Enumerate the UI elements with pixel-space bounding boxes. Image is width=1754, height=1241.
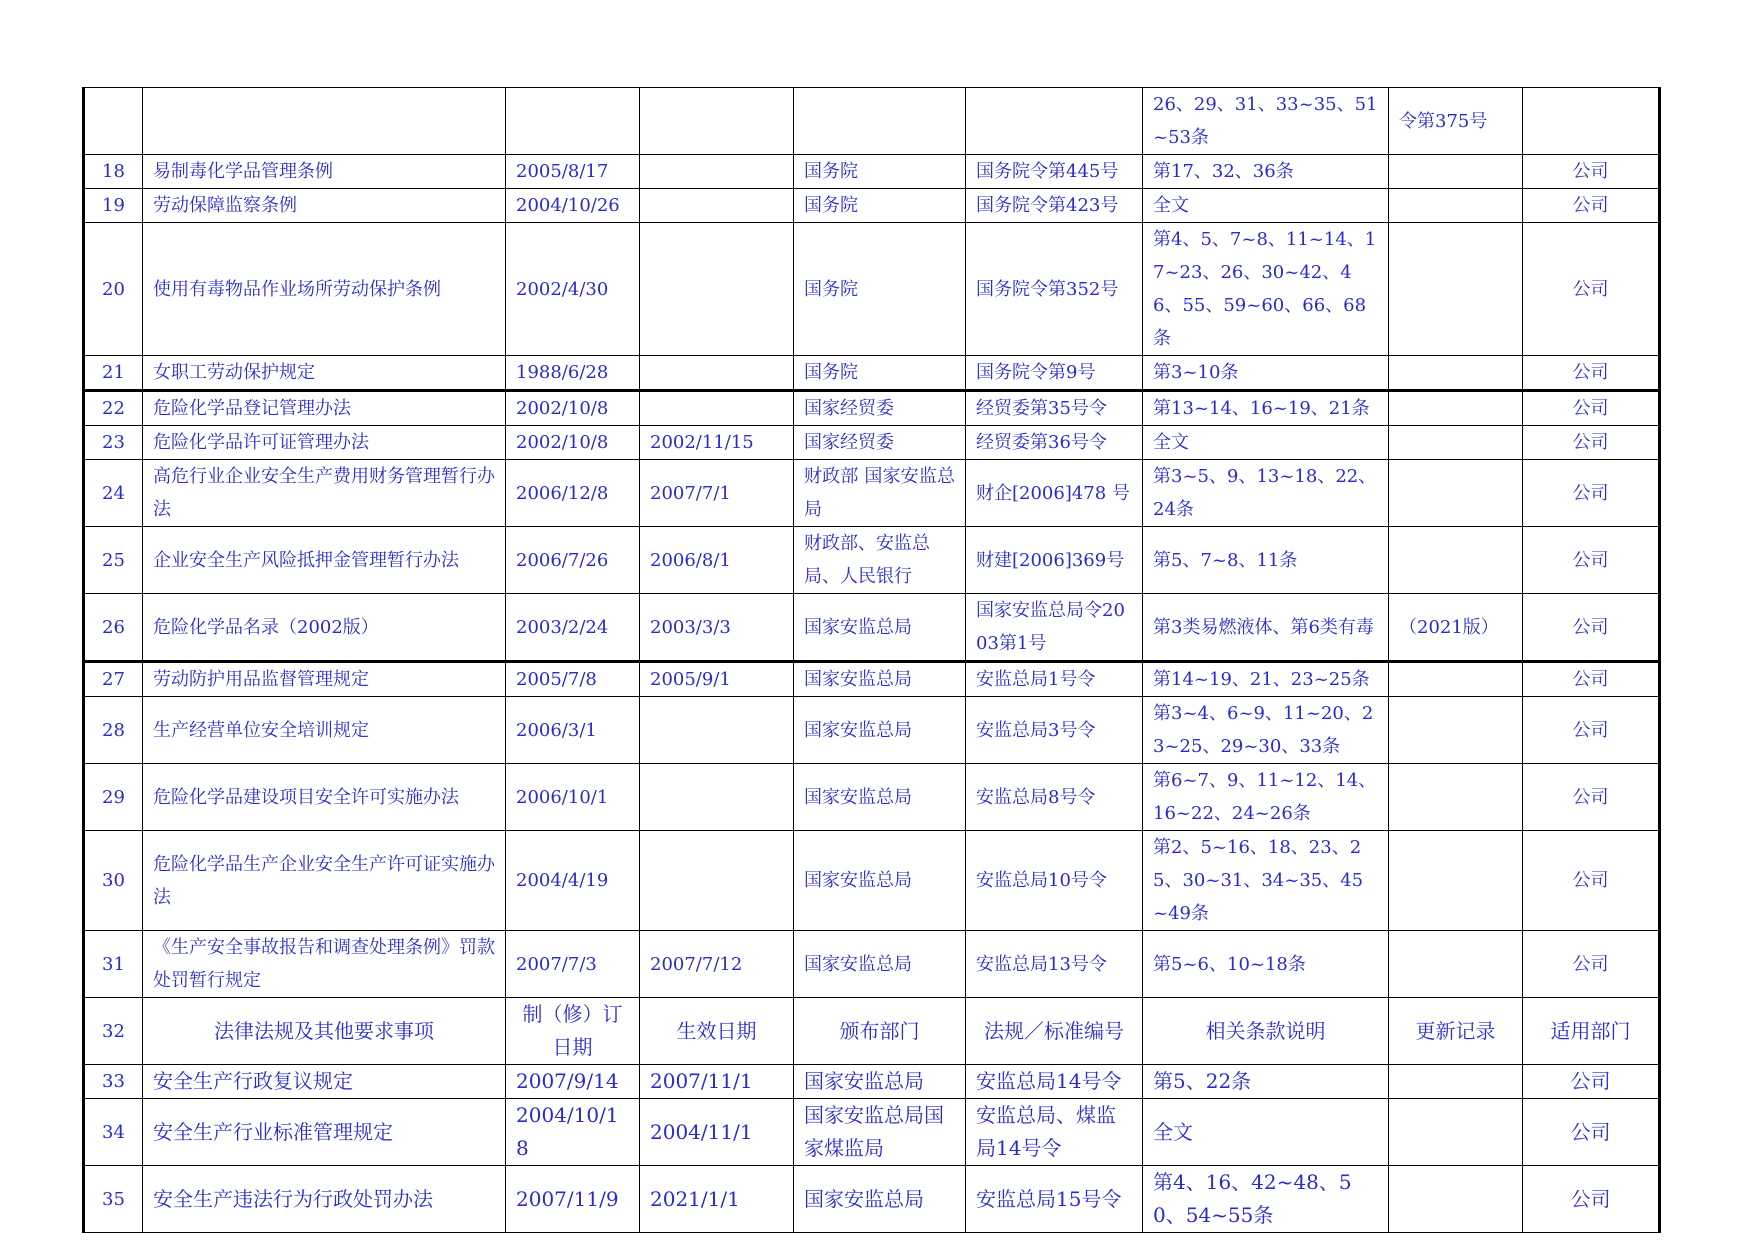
effective-date bbox=[640, 831, 794, 931]
applicable-department: 公司 bbox=[1523, 931, 1660, 998]
relevant-clauses: 第5、22条 bbox=[1143, 1065, 1389, 1099]
table-row bbox=[84, 662, 1660, 697]
update-record bbox=[1389, 223, 1523, 356]
regulation-name: 安全生产违法行为行政处罚办法 bbox=[143, 1166, 506, 1233]
table-row bbox=[84, 831, 1660, 931]
regulation-name: 危险化学品名录（2002版） bbox=[143, 594, 506, 662]
update-record bbox=[1389, 697, 1523, 764]
regulation-code: 安监总局14号令 bbox=[966, 1065, 1143, 1099]
effective-date bbox=[640, 697, 794, 764]
applicable-department: 公司 bbox=[1523, 831, 1660, 931]
revision-date: 2006/3/1 bbox=[506, 697, 640, 764]
update-record bbox=[1389, 460, 1523, 527]
revision-date: 2006/7/26 bbox=[506, 527, 640, 594]
regulation-code: 安监总局13号令 bbox=[966, 931, 1143, 998]
effective-date: 2021/1/1 bbox=[640, 1166, 794, 1233]
table-row bbox=[84, 527, 1660, 594]
relevant-clauses: 第6~7、9、11~12、14、16~22、24~26条 bbox=[1143, 764, 1389, 831]
regulation-code: 经贸委第36号令 bbox=[966, 426, 1143, 460]
effective-date bbox=[640, 189, 794, 223]
effective-date: 2004/11/1 bbox=[640, 1099, 794, 1166]
relevant-clauses: 第5~6、10~18条 bbox=[1143, 931, 1389, 998]
row-number: 32 bbox=[84, 998, 143, 1065]
revision-date: 2002/10/8 bbox=[506, 391, 640, 426]
applicable-department: 公司 bbox=[1523, 155, 1660, 189]
relevant-clauses: 第3~5、9、13~18、22、24条 bbox=[1143, 460, 1389, 527]
regulation-code: 国务院令第9号 bbox=[966, 356, 1143, 391]
relevant-clauses: 全文 bbox=[1143, 189, 1389, 223]
update-record: 令第375号 bbox=[1389, 88, 1523, 155]
issuing-department: 财政部 国家安监总局 bbox=[794, 460, 966, 527]
applicable-department: 公司 bbox=[1523, 764, 1660, 831]
effective-date bbox=[640, 764, 794, 831]
effective-date bbox=[640, 356, 794, 391]
applicable-department: 公司 bbox=[1523, 662, 1660, 697]
column-header: 法律法规及其他要求事项 bbox=[143, 998, 506, 1065]
row-number: 31 bbox=[84, 931, 143, 998]
row-number: 21 bbox=[84, 356, 143, 391]
issuing-department: 国家安监总局 bbox=[794, 1065, 966, 1099]
update-record bbox=[1389, 391, 1523, 426]
regulations-table-sheet bbox=[82, 87, 1658, 1233]
regulation-name: 使用有毒物品作业场所劳动保护条例 bbox=[143, 223, 506, 356]
table-row bbox=[84, 155, 1660, 189]
applicable-department: 公司 bbox=[1523, 697, 1660, 764]
applicable-department: 公司 bbox=[1523, 460, 1660, 527]
applicable-department: 公司 bbox=[1523, 1166, 1660, 1233]
regulation-code: 国家安监总局令2003第1号 bbox=[966, 594, 1143, 662]
regulation-code: 安监总局3号令 bbox=[966, 697, 1143, 764]
effective-date: 2005/9/1 bbox=[640, 662, 794, 697]
row-number: 26 bbox=[84, 594, 143, 662]
row-number bbox=[84, 88, 143, 155]
column-header: 相关条款说明 bbox=[1143, 998, 1389, 1065]
regulation-code: 国务院令第352号 bbox=[966, 223, 1143, 356]
applicable-department: 公司 bbox=[1523, 1065, 1660, 1099]
column-header: 法规／标准编号 bbox=[966, 998, 1143, 1065]
row-number: 28 bbox=[84, 697, 143, 764]
regulation-name: 劳动防护用品监督管理规定 bbox=[143, 662, 506, 697]
update-record bbox=[1389, 1099, 1523, 1166]
regulation-name: 安全生产行业标准管理规定 bbox=[143, 1099, 506, 1166]
update-record bbox=[1389, 831, 1523, 931]
update-record bbox=[1389, 189, 1523, 223]
issuing-department: 国务院 bbox=[794, 189, 966, 223]
relevant-clauses: 第17、32、36条 bbox=[1143, 155, 1389, 189]
applicable-department: 公司 bbox=[1523, 223, 1660, 356]
row-number: 34 bbox=[84, 1099, 143, 1166]
row-number: 24 bbox=[84, 460, 143, 527]
applicable-department: 公司 bbox=[1523, 426, 1660, 460]
revision-date: 1988/6/28 bbox=[506, 356, 640, 391]
regulation-name: 企业安全生产风险抵押金管理暂行办法 bbox=[143, 527, 506, 594]
regulation-name: 危险化学品登记管理办法 bbox=[143, 391, 506, 426]
applicable-department: 公司 bbox=[1523, 189, 1660, 223]
relevant-clauses: 全文 bbox=[1143, 426, 1389, 460]
update-record bbox=[1389, 356, 1523, 391]
applicable-department: 公司 bbox=[1523, 1099, 1660, 1166]
table-row bbox=[84, 223, 1660, 356]
update-record bbox=[1389, 931, 1523, 998]
regulation-code: 财建[2006]369号 bbox=[966, 527, 1143, 594]
row-number: 19 bbox=[84, 189, 143, 223]
regulation-code: 安监总局15号令 bbox=[966, 1166, 1143, 1233]
table-row bbox=[84, 460, 1660, 527]
revision-date: 2006/12/8 bbox=[506, 460, 640, 527]
regulation-name: 危险化学品生产企业安全生产许可证实施办法 bbox=[143, 831, 506, 931]
regulation-code: 财企[2006]478 号 bbox=[966, 460, 1143, 527]
relevant-clauses: 第14~19、21、23~25条 bbox=[1143, 662, 1389, 697]
row-number: 25 bbox=[84, 527, 143, 594]
relevant-clauses: 第5、7~8、11条 bbox=[1143, 527, 1389, 594]
revision-date: 2006/10/1 bbox=[506, 764, 640, 831]
revision-date: 2003/2/24 bbox=[506, 594, 640, 662]
regulation-name: 高危行业企业安全生产费用财务管理暂行办法 bbox=[143, 460, 506, 527]
issuing-department: 国家经贸委 bbox=[794, 426, 966, 460]
issuing-department: 国务院 bbox=[794, 223, 966, 356]
effective-date: 2002/11/15 bbox=[640, 426, 794, 460]
row-number: 18 bbox=[84, 155, 143, 189]
issuing-department: 国家安监总局 bbox=[794, 594, 966, 662]
regulation-name: 危险化学品许可证管理办法 bbox=[143, 426, 506, 460]
issuing-department: 国务院 bbox=[794, 356, 966, 391]
revision-date: 2004/4/19 bbox=[506, 831, 640, 931]
issuing-department: 国家安监总局 bbox=[794, 931, 966, 998]
column-header: 适用部门 bbox=[1523, 998, 1660, 1065]
row-number: 35 bbox=[84, 1166, 143, 1233]
revision-date: 2002/4/30 bbox=[506, 223, 640, 356]
update-record bbox=[1389, 527, 1523, 594]
regulation-code: 安监总局10号令 bbox=[966, 831, 1143, 931]
regulation-name: 易制毒化学品管理条例 bbox=[143, 155, 506, 189]
row-number: 29 bbox=[84, 764, 143, 831]
column-header: 制（修）订日期 bbox=[506, 998, 640, 1065]
column-header: 颁布部门 bbox=[794, 998, 966, 1065]
issuing-department: 国家安监总局国家煤监局 bbox=[794, 1099, 966, 1166]
effective-date: 2007/11/1 bbox=[640, 1065, 794, 1099]
regulation-code: 国务院令第445号 bbox=[966, 155, 1143, 189]
table-row bbox=[84, 189, 1660, 223]
row-number: 27 bbox=[84, 662, 143, 697]
regulation-name: 《生产安全事故报告和调查处理条例》罚款处罚暂行规定 bbox=[143, 931, 506, 998]
table-row bbox=[84, 1099, 1660, 1166]
relevant-clauses: 第3~4、6~9、11~20、23~25、29~30、33条 bbox=[1143, 697, 1389, 764]
revision-date: 2002/10/8 bbox=[506, 426, 640, 460]
regulation-name: 女职工劳动保护规定 bbox=[143, 356, 506, 391]
effective-date bbox=[640, 88, 794, 155]
relevant-clauses: 全文 bbox=[1143, 1099, 1389, 1166]
column-header: 更新记录 bbox=[1389, 998, 1523, 1065]
update-record bbox=[1389, 662, 1523, 697]
issuing-department bbox=[794, 88, 966, 155]
applicable-department bbox=[1523, 88, 1660, 155]
relevant-clauses: 第3类易燃液体、第6类有毒 bbox=[1143, 594, 1389, 662]
relevant-clauses: 第3~10条 bbox=[1143, 356, 1389, 391]
table-row bbox=[84, 1166, 1660, 1233]
row-number: 23 bbox=[84, 426, 143, 460]
effective-date bbox=[640, 223, 794, 356]
update-record: （2021版） bbox=[1389, 594, 1523, 662]
regulation-name: 劳动保障监察条例 bbox=[143, 189, 506, 223]
relevant-clauses: 第13~14、16~19、21条 bbox=[1143, 391, 1389, 426]
effective-date: 2003/3/3 bbox=[640, 594, 794, 662]
regulation-code: 安监总局、煤监局14号令 bbox=[966, 1099, 1143, 1166]
table-row bbox=[84, 1065, 1660, 1099]
regulation-code: 安监总局1号令 bbox=[966, 662, 1143, 697]
regulation-name: 生产经营单位安全培训规定 bbox=[143, 697, 506, 764]
issuing-department: 国家安监总局 bbox=[794, 1166, 966, 1233]
relevant-clauses: 第4、16、42~48、50、54~55条 bbox=[1143, 1166, 1389, 1233]
regulations-table bbox=[82, 87, 1661, 1233]
regulation-name: 危险化学品建设项目安全许可实施办法 bbox=[143, 764, 506, 831]
regulation-code: 国务院令第423号 bbox=[966, 189, 1143, 223]
revision-date bbox=[506, 88, 640, 155]
relevant-clauses: 第2、5~16、18、23、25、30~31、34~35、45~49条 bbox=[1143, 831, 1389, 931]
regulation-code: 安监总局8号令 bbox=[966, 764, 1143, 831]
effective-date: 2006/8/1 bbox=[640, 527, 794, 594]
table-row bbox=[84, 391, 1660, 426]
revision-date: 2007/7/3 bbox=[506, 931, 640, 998]
regulation-name bbox=[143, 88, 506, 155]
table-row bbox=[84, 88, 1660, 155]
regulation-code bbox=[966, 88, 1143, 155]
revision-date: 2004/10/26 bbox=[506, 189, 640, 223]
update-record bbox=[1389, 1065, 1523, 1099]
revision-date: 2005/7/8 bbox=[506, 662, 640, 697]
applicable-department: 公司 bbox=[1523, 356, 1660, 391]
update-record bbox=[1389, 1166, 1523, 1233]
column-header: 生效日期 bbox=[640, 998, 794, 1065]
revision-date: 2007/9/14 bbox=[506, 1065, 640, 1099]
revision-date: 2004/10/18 bbox=[506, 1099, 640, 1166]
table-row bbox=[84, 931, 1660, 998]
issuing-department: 国务院 bbox=[794, 155, 966, 189]
regulation-name: 安全生产行政复议规定 bbox=[143, 1065, 506, 1099]
issuing-department: 财政部、安监总局、人民银行 bbox=[794, 527, 966, 594]
applicable-department: 公司 bbox=[1523, 594, 1660, 662]
applicable-department: 公司 bbox=[1523, 527, 1660, 594]
effective-date bbox=[640, 391, 794, 426]
table-row bbox=[84, 426, 1660, 460]
update-record bbox=[1389, 764, 1523, 831]
effective-date: 2007/7/1 bbox=[640, 460, 794, 527]
table-row bbox=[84, 356, 1660, 391]
effective-date bbox=[640, 155, 794, 189]
table-row bbox=[84, 764, 1660, 831]
row-number: 33 bbox=[84, 1065, 143, 1099]
table-row bbox=[84, 697, 1660, 764]
issuing-department: 国家安监总局 bbox=[794, 764, 966, 831]
row-number: 20 bbox=[84, 223, 143, 356]
issuing-department: 国家安监总局 bbox=[794, 697, 966, 764]
issuing-department: 国家安监总局 bbox=[794, 831, 966, 931]
issuing-department: 国家经贸委 bbox=[794, 391, 966, 426]
regulation-code: 经贸委第35号令 bbox=[966, 391, 1143, 426]
table-row bbox=[84, 594, 1660, 662]
revision-date: 2005/8/17 bbox=[506, 155, 640, 189]
effective-date: 2007/7/12 bbox=[640, 931, 794, 998]
relevant-clauses: 第4、5、7~8、11~14、17~23、26、30~42、46、55、59~60、66、68条 bbox=[1143, 223, 1389, 356]
applicable-department: 公司 bbox=[1523, 391, 1660, 426]
row-number: 30 bbox=[84, 831, 143, 931]
relevant-clauses: 26、29、31、33~35、51~53条 bbox=[1143, 88, 1389, 155]
revision-date: 2007/11/9 bbox=[506, 1166, 640, 1233]
issuing-department: 国家安监总局 bbox=[794, 662, 966, 697]
row-number: 22 bbox=[84, 391, 143, 426]
update-record bbox=[1389, 426, 1523, 460]
update-record bbox=[1389, 155, 1523, 189]
column-header-row bbox=[84, 998, 1660, 1065]
